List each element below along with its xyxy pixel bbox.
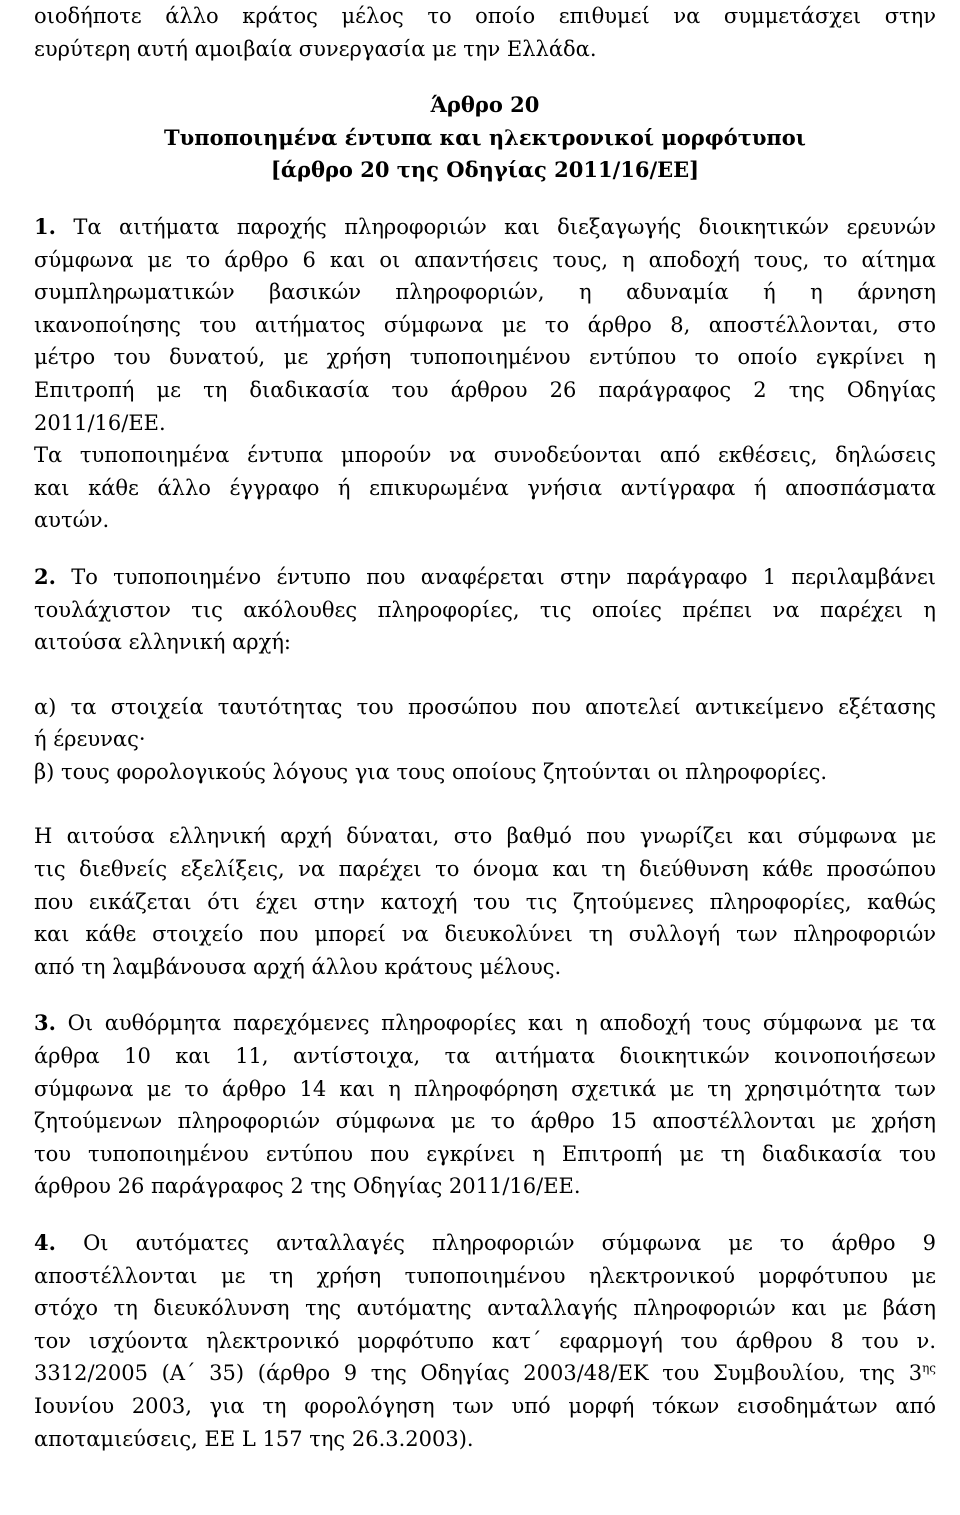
paragraph-line: 1. Τα αιτήματα παροχής πληροφοριών και διεξαγωγής διοικητικών ερευνών: [34, 213, 936, 239]
paragraph-line: από τη λαμβάνουσα αρχή άλλου κράτους μέλους.: [34, 954, 562, 979]
paragraph-line: 3312/2005 (Α΄ 35) (άρθρο 9 της Οδηγίας 2003/48/ΕΚ του Συμβουλίου, της $3^{\eta\varsigma}$: [34, 1361, 936, 1386]
paragraph-line: 2011/16/ΕΕ.: [34, 410, 166, 435]
paragraph-line: 2. Το τυποποιημένο έντυπο που αναφέρεται στην παράγραφο 1 περιλαμβάνει: [34, 563, 936, 589]
list-item: α) τα στοιχεία ταυτότητας του προσώπου που αποτελεί αντικείμενο εξέτασης: [34, 694, 936, 719]
paragraph-line: τον ισχύοντα ηλεκτρονικό μορφότυπο κατ΄ εφαρμογή του άρθρου 8 του ν.: [34, 1328, 936, 1353]
paragraph-number: 4.: [34, 1230, 56, 1255]
list-item: β) τους φορολογικούς λόγους για τους οποίους ζητούνται οι πληροφορίες.: [34, 759, 828, 784]
paragraph-line: αποταμιεύσεις, ΕΕ L 157 της 26.3.2003).: [34, 1426, 474, 1451]
paragraph-line: Τα τυποποιημένα έντυπα μπορούν να συνοδεύονται από εκθέσεις, δηλώσεις: [34, 443, 936, 468]
paragraph-line: άρθρου 26 παράγραφος 2 της Οδηγίας 2011/16/ΕΕ.: [34, 1174, 581, 1199]
paragraph-line: στόχο τη διευκόλυνση της αυτόματης ανταλλαγής πληροφοριών και με βάση: [34, 1296, 936, 1321]
superscript: ης: [922, 1361, 936, 1376]
paragraph-line: που εικάζεται ότι έχει στην κατοχή του τις ζητούμενες πληροφορίες, καθώς: [34, 889, 936, 914]
paragraph-line: τις διεθνείς εξελίξεις, να παρέχει το όνομα και τη διεύθυνση κάθε προσώπου: [34, 857, 936, 882]
paragraph-line: συμπληρωματικών βασικών πληροφοριών, η αδυναμία ή η άρνηση: [34, 280, 936, 305]
paragraph-line: σύμφωνα με το άρθρο 14 και η πληροφόρηση σχετικά με τη χρησιμότητα των: [34, 1076, 936, 1101]
paragraph-line: σύμφωνα με το άρθρο 6 και οι απαντήσεις τους, η αποδοχή τους, το αίτημα: [34, 247, 936, 272]
paragraph-line: τουλάχιστον τις ακόλουθες πληροφορίες, τις οποίες πρέπει να παρέχει η: [34, 597, 936, 622]
article-number: Άρθρο 20: [430, 92, 540, 118]
paragraph-line: ζητούμενων πληροφοριών σύμφωνα με το άρθρο 15 αποστέλλονται με χρήση: [34, 1109, 936, 1134]
intro-line: ευρύτερη αυτή αμοιβαία συνεργασία με την Ελλάδα.: [34, 36, 597, 61]
intro-line: οιοδήποτε άλλο κράτος μέλος το οποίο επιθυμεί να συμμετάσχει στην: [34, 4, 936, 28]
paragraph-line: Επιτροπή με τη διαδικασία του άρθρου 26 παράγραφος 2 της Οδηγίας: [34, 377, 936, 402]
paragraph-line: Ιουνίου 2003, για τη φορολόγηση των υπό μορφή τόκων εισοδημάτων από: [34, 1393, 936, 1418]
article-title: Τυποποιημένα έντυπα και ηλεκτρονικοί μορφότυποι: [164, 124, 806, 150]
paragraph-line: 4. Οι αυτόματες ανταλλαγές πληροφοριών σύμφωνα με το άρθρο 9: [34, 1230, 936, 1255]
paragraph-number: 1.: [34, 213, 56, 239]
paragraph-line: και κάθε στοιχείο που μπορεί να διευκολύνει τη συλλογή των πληροφοριών: [34, 922, 936, 947]
article-reference: [άρθρο 20 της Οδηγίας 2011/16/ΕΕ]: [270, 157, 700, 183]
paragraph-number: 2.: [34, 563, 56, 589]
paragraph-line: 3. Οι αυθόρμητα παρεχόμενες πληροφορίες και η αποδοχή τους σύμφωνα με τα: [34, 1010, 936, 1036]
paragraph-line: αιτούσα ελληνική αρχή:: [34, 630, 292, 655]
list-item: ή έρευνας·: [34, 727, 146, 752]
paragraph-line: ικανοποίησης του αιτήματος σύμφωνα με το άρθρο 8, αποστέλλονται, στο: [34, 312, 936, 337]
paragraph-number: 3.: [34, 1010, 56, 1036]
paragraph-line: αυτών.: [34, 508, 110, 533]
paragraph-line: Η αιτούσα ελληνική αρχή δύναται, στο βαθμό που γνωρίζει και σύμφωνα με: [34, 824, 936, 849]
paragraph-line: άρθρα 10 και 11, αντίστοιχα, τα αιτήματα διοικητικών κοινοποιήσεων: [34, 1044, 936, 1069]
paragraph-line: αποστέλλονται με τη χρήση τυποποιημένου ηλεκτρονικού μορφότυπου με: [34, 1263, 936, 1288]
paragraph-line: και κάθε άλλο έγγραφο ή επικυρωμένα γνήσια αντίγραφα ή αποσπάσματα: [34, 475, 936, 500]
paragraph-line: μέτρο του δυνατού, με χρήση τυποποιημένου εντύπου το οποίο εγκρίνει η: [34, 345, 936, 370]
paragraph-line: του τυποποιημένου εντύπου που εγκρίνει η Επιτροπή με τη διαδικασία του: [34, 1141, 936, 1166]
